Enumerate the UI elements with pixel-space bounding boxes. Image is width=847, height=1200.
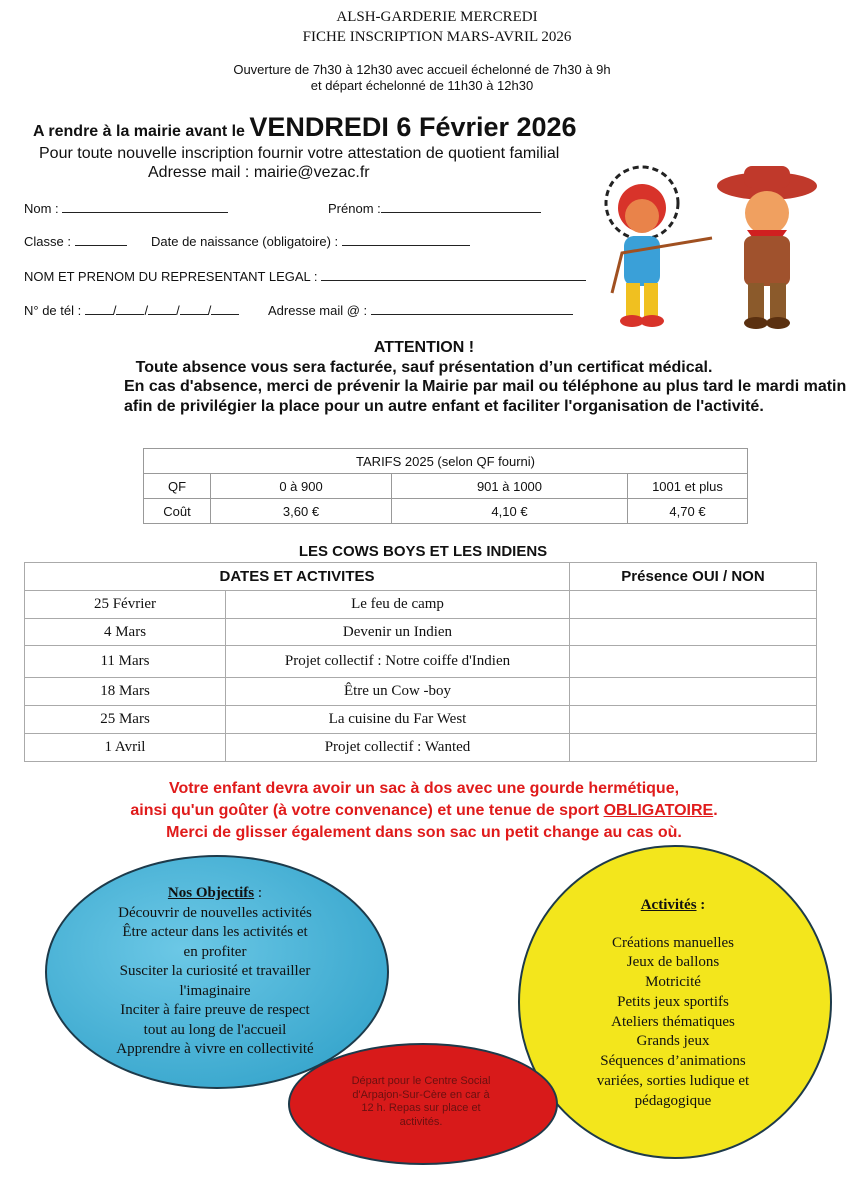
hours-line-2: et départ échelonné de 11h30 à 12h30 [310,78,534,93]
presence-cell[interactable] [570,591,817,619]
table-row [144,474,748,499]
list-item: Créations manuelles [611,934,735,951]
objectives-text [95,884,335,1060]
header-dates-activities: DATES ET ACTIVITES [25,563,570,591]
birthdate-field[interactable] [151,233,470,249]
date-cell: 4 Mars [25,619,226,646]
activities-text [563,896,783,1112]
date-cell: 18 Mars [25,678,226,706]
date-cell: 11 Mars [25,646,226,678]
classe-label: Classe : [24,234,71,249]
classe-field[interactable] [24,233,127,249]
program-title: LES COWS BOYS ET LES INDIENS [298,543,548,560]
attention-block [124,338,847,416]
presence-cell[interactable] [570,734,817,762]
table-row [25,734,817,762]
indian-character [606,167,712,327]
title-line-1: ALSH-GARDERIE MERCREDI [336,9,538,25]
table-row [25,706,817,734]
cell: QF [144,474,211,499]
opening-hours [172,62,672,94]
attention-line-3: afin de privilégier la place pour un autre enfant et faciliter l'organisation de l'activité. [124,397,764,415]
cell: 1001 et plus [628,474,748,499]
table-row [25,646,817,678]
prenom-field[interactable] [328,200,541,216]
list-item: Petits jeux sportifs [617,993,729,1010]
activity-cell: Être un Cow -boy [226,678,570,706]
list-item: tout au long de l'accueil [143,1021,287,1038]
mairie-email: Adresse mail : mairie@vezac.fr [148,164,370,181]
header-presence: Présence OUI / NON [570,563,817,591]
cell: 901 à 1000 [392,474,628,499]
list-item: d'Arpajon-Sur-Cère en car à [352,1088,490,1101]
list-item: Inciter à faire preuve de respect [120,1002,310,1018]
tarifs-table [143,448,748,524]
list-item: Départ pour le Centre Social [351,1075,491,1087]
prenom-label: Prénom : [328,201,381,216]
list-item: activités. [399,1115,443,1128]
title-line-2: FICHE INSCRIPTION MARS-AVRIL 2026 [302,29,572,45]
list-item: Jeux de ballons [626,954,720,971]
list-item: Séquences d’animations [600,1053,746,1070]
deadline-prefix: A rendre à la mairie avant le [33,123,245,140]
notice-line-3: Merci de glisser également dans son sac un petit change au cas où. [166,824,682,841]
date-cell: 1 Avril [25,734,226,762]
cell: 4,10 € [392,499,628,524]
activities-title: Activités : [640,897,706,913]
header-title [237,7,637,47]
activity-cell: Projet collectif : Notre coiffe d'Indien [226,646,570,678]
list-item: variées, sorties ludique et [596,1073,750,1090]
tarifs-title: TARIFS 2025 (selon QF fourni) [144,449,748,474]
cell: 0 à 900 [211,474,392,499]
phone-field[interactable]: N° de tél : / / / / [24,302,239,318]
cell: Coût [144,499,211,524]
list-item: Grands jeux [636,1033,710,1050]
departure-text [310,1075,532,1129]
objectives-title: Nos Objectifs : [167,885,263,901]
cell: 3,60 € [211,499,392,524]
list-item: Motricité [645,974,701,991]
deadline-date: VENDREDI 6 Février 2026 [249,112,577,142]
activity-cell: Devenir un Indien [226,619,570,646]
list-item: Susciter la curiosité et travailler [119,963,311,979]
program-table [24,562,817,762]
cell: 4,70 € [628,499,748,524]
notice-line-1: Votre enfant devra avoir un sac à dos avec une gourde hermétique, [168,780,680,797]
table-row [25,619,817,646]
cowboy-character [717,166,817,329]
representative-field[interactable] [24,268,586,284]
attention-line-1: Toute absence vous sera facturée, sauf présentation d’un certificat médical. [135,358,713,376]
attention-line-2: En cas d'absence, merci de prévenir la Mairie par mail ou téléphone au plus tard le mardi matin [124,378,847,395]
table-row [25,678,817,706]
list-item: pédagogique [634,1092,712,1109]
notice-line-2: ainsi qu'un goûter (à votre convenance) et une tenue de sport OBLIGATOIRE. [130,802,718,819]
list-item: Apprendre à vivre en collectivité [116,1041,314,1057]
email-label: Adresse mail @ : [268,303,368,318]
activity-cell: Projet collectif : Wanted [226,734,570,762]
date-cell: 25 Mars [25,706,226,734]
list-item: 12 h. Repas sur place et [361,1102,481,1114]
nom-label: Nom : [24,201,59,216]
deadline [33,112,577,143]
attention-title: ATTENTION ! [373,339,475,356]
qf-note: Pour toute nouvelle inscription fournir votre attestation de quotient familial [39,145,560,162]
presence-cell[interactable] [570,678,817,706]
table-row [25,591,817,619]
email-field[interactable] [268,302,573,318]
activity-cell: La cuisine du Far West [226,706,570,734]
nom-field[interactable] [24,200,228,216]
phone-label: N° de tél : [24,303,82,318]
activity-cell: Le feu de camp [226,591,570,619]
obligatoire-emphasis: OBLIGATOIRE [603,802,714,819]
list-item: l'imaginaire [179,982,251,999]
list-item: en profiter [183,943,247,960]
notice-block [74,778,774,844]
list-item: Ateliers thématiques [611,1013,735,1030]
hours-line-1: Ouverture de 7h30 à 12h30 avec accueil échelonné de 7h30 à 9h [233,62,611,77]
indian-cowboy-illustration [592,158,832,333]
representative-label: NOM ET PRENOM DU REPRESENTANT LEGAL : [24,269,318,284]
birthdate-label: Date de naissance (obligatoire) : [151,234,339,249]
table-row [144,499,748,524]
list-item: Être acteur dans les activités et [122,924,308,940]
presence-cell[interactable] [570,706,817,734]
presence-cell[interactable] [570,619,817,646]
list-item: Découvrir de nouvelles activités [118,904,312,921]
date-cell: 25 Février [25,591,226,619]
presence-cell[interactable] [570,646,817,678]
